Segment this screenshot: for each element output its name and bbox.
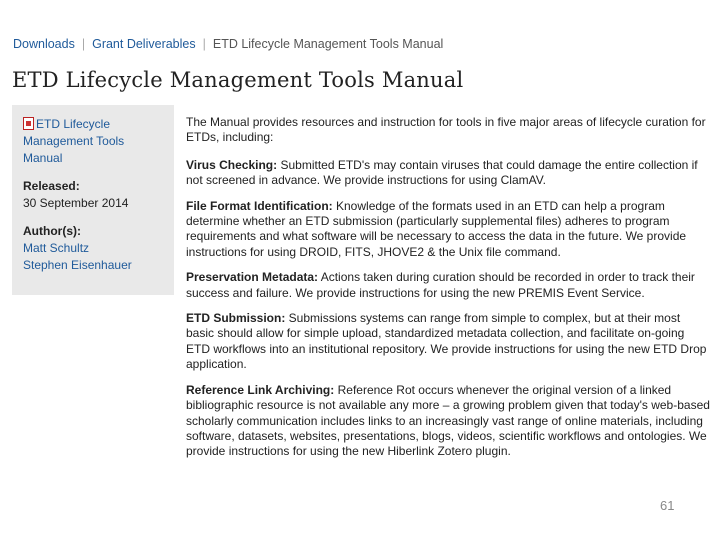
area-title: File Format Identification: bbox=[186, 198, 333, 213]
area-virus-checking bbox=[186, 158, 710, 189]
breadcrumb-current: ETD Lifecycle Management Tools Manual bbox=[212, 37, 444, 51]
area-text: Knowledge of the formats used in an ETD can help a program determine whether an ETD submission (particularly supplemental files) adheres to program requirements and what software will be necessary to access the data in the future. We provide instructions for using DROID, FITS, JHOVE2 & the Unix file command. bbox=[186, 198, 687, 259]
document-download-link[interactable] bbox=[23, 116, 163, 167]
breadcrumb-link-grant-deliverables[interactable]: Grant Deliverables bbox=[92, 37, 196, 51]
document-link-text: ETD Lifecycle Management Tools Manual bbox=[23, 117, 125, 165]
area-preservation-metadata bbox=[186, 270, 710, 301]
area-reference-link-archiving bbox=[186, 383, 710, 460]
page-title: ETD Lifecycle Management Tools Manual bbox=[12, 68, 464, 92]
slide-page-number: 61 bbox=[660, 498, 675, 513]
area-title: Reference Link Archiving: bbox=[186, 382, 335, 397]
area-file-format-identification bbox=[186, 199, 710, 261]
breadcrumb bbox=[13, 37, 443, 51]
released-value: 30 September 2014 bbox=[23, 196, 129, 210]
author-link[interactable]: Matt Schultz bbox=[23, 241, 90, 255]
authors-label: Author(s): bbox=[23, 224, 81, 238]
breadcrumb-separator: | bbox=[81, 37, 86, 51]
manual-description bbox=[186, 115, 710, 470]
breadcrumb-link-downloads[interactable]: Downloads bbox=[13, 37, 75, 51]
intro-paragraph: The Manual provides resources and instruction for tools in five major areas of lifecycle curation for ETDs, including: bbox=[186, 115, 706, 145]
breadcrumb-separator: | bbox=[202, 37, 206, 51]
released-label: Released: bbox=[23, 179, 80, 193]
pdf-file-icon bbox=[23, 117, 34, 130]
area-title: ETD Submission: bbox=[186, 311, 286, 326]
area-etd-submission bbox=[186, 311, 710, 373]
document-info-sidebar bbox=[12, 105, 174, 295]
area-title: Virus Checking: bbox=[186, 157, 278, 172]
area-text: Reference Rot occurs whenever the original version of a linked bibliographic resource is not available any more – a growing problem given that today's web-based scholarly communication includes links to an increasingly vast range of online materials, including software, datasets, websites, presentations, blogs, videos, scientific workflows and ontologies. We provide instructions for using the new Hiberlink Zotero plugin. bbox=[186, 382, 710, 459]
area-text: Actions taken during curation should be recorded in order to track their success and failure. We provide instructions for using the new PREMIS Event Service. bbox=[186, 270, 695, 300]
area-text: Submitted ETD's may contain viruses that could damage the entire collection if not screened in advance. We provide instructions for using ClamAV. bbox=[186, 157, 698, 188]
area-title: Preservation Metadata: bbox=[186, 270, 319, 285]
author-link[interactable]: Stephen Eisenhauer bbox=[23, 258, 132, 272]
area-text: Submissions systems can range from simple to complex, but at their most basic should allow for simple upload, standardized metadata collection, and facilitate on-going ETD workflows into an institutional repository. We provide instructions for using the new ETD Drop application. bbox=[186, 311, 707, 372]
